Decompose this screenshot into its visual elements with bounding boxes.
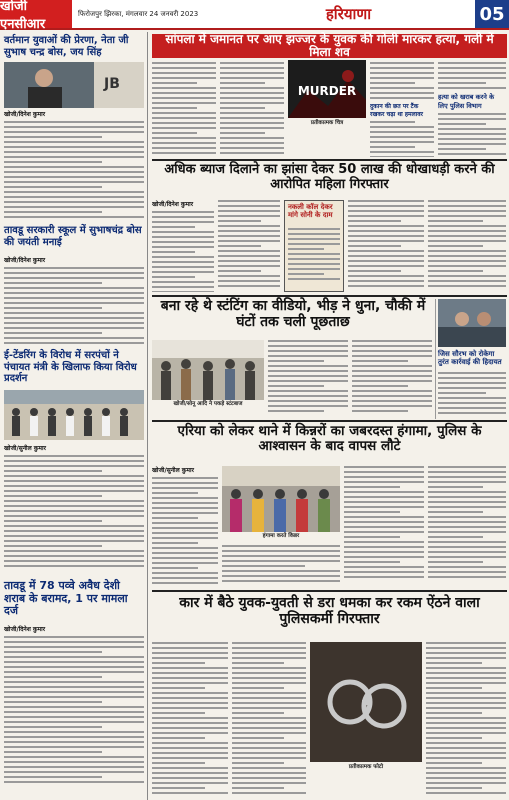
divider xyxy=(152,159,507,161)
story-c-side-body xyxy=(438,372,506,418)
story4-byline: खोजी/दिनेश कुमार xyxy=(4,626,46,633)
story-d-byline: खोजी/सुनील कुमार xyxy=(152,467,194,474)
story-d-col2-bottom xyxy=(222,545,340,587)
divider xyxy=(152,590,507,592)
story3-body xyxy=(4,444,144,574)
story3-headline: ई-टेंडरिंग के विरोध में सरपंचों ने पंचायत मंत्री के खिलाफ किया विरोध प्रदर्शन xyxy=(4,350,137,384)
story2-body xyxy=(4,256,144,346)
story-b-box-body xyxy=(288,228,340,288)
top-story-col5 xyxy=(438,62,506,157)
story4-headline: तावडू में 78 पव्वे अवैध देशी शराब के बरामद, 1 पर मामला दर्ज xyxy=(4,579,128,618)
story-c-headline: बना रहे थे स्टंटिंग का वीडियो, भीड़ ने धुना, चौकी में घंटों तक चली पूछताछ xyxy=(160,298,426,330)
story-e-col2 xyxy=(232,642,306,797)
crowd-photo-icon xyxy=(152,340,264,400)
story-e-col4 xyxy=(426,642,506,797)
newspaper-brand: खोजी एनसीआर xyxy=(0,0,72,28)
story-d-caption: हंगामा करते किन्नर xyxy=(262,533,300,539)
page-number: 05 xyxy=(475,0,509,28)
story-c-caption: खोजी/सोनू आदि ने पकड़े स्टंटबाज xyxy=(173,401,243,407)
top-story-col4 xyxy=(370,62,434,157)
crowd-photo-icon xyxy=(222,466,340,532)
issue-date: फिरोजपुर झिरका, मंगलवार 24 जनवरी 2023 xyxy=(78,9,199,18)
story1-byline: खोजी/दिनेश कुमार xyxy=(4,111,46,118)
story-d-col1 xyxy=(152,466,218,586)
story-c-col2 xyxy=(268,340,348,415)
top-story-subhead2: हत्या को खराब करने के लिए पुलिस विभाग xyxy=(438,93,495,110)
top-story-col1 xyxy=(152,62,216,157)
story-c-col3 xyxy=(352,340,432,415)
story-b-col4 xyxy=(348,200,424,292)
story4-body xyxy=(4,625,144,795)
section-title: हरियाणा xyxy=(325,5,372,23)
handcuffs-photo-icon xyxy=(310,642,422,762)
story3-photo xyxy=(4,390,144,440)
story-b-box-label: नकली कॉल देकर मांगे सोनी के दाम xyxy=(288,203,333,220)
divider xyxy=(152,295,507,297)
story-e-headline: कार में बैठे युवक-युवती से डरा धमका कर रकम ऐंठने वाला पुलिसकर्मी गिरफ्तार xyxy=(179,595,480,627)
story-d-col3 xyxy=(344,466,424,586)
story-c-side-head: जिस सौरभ को रोकेगा तुरंत कार्रवाई की हिदायत xyxy=(438,350,502,367)
story1-body xyxy=(4,110,144,220)
story-b-headline: अधिक ब्याज दिलाने का झांसा देकर 50 लाख की धोखाधड़ी करने की आरोपित महिला गिरफ्तार xyxy=(164,162,495,192)
story-b-col2 xyxy=(218,200,280,292)
murder-image xyxy=(288,60,366,118)
top-story-col2 xyxy=(220,62,284,157)
column-divider xyxy=(435,299,436,419)
story1-photo xyxy=(4,62,144,108)
story-c-photo xyxy=(152,340,264,400)
story-c-side-photo xyxy=(438,299,506,347)
masthead xyxy=(0,0,509,30)
story2-headline: तावडू सरकारी स्कूल में सुभाषचंद्र बोस की जयंती मनाई xyxy=(4,225,142,248)
protest-photo-icon xyxy=(4,390,144,440)
story2-byline: खोजी/दिनेश कुमार xyxy=(4,257,46,264)
story-e-photo xyxy=(310,642,422,762)
top-story-subhead: दुकान की छत पर टैंक रखकर चढ़ा था हमलावर xyxy=(370,103,424,118)
story-d-headline: एरिया को लेकर थाने में किन्नरों का जबरदस्त हंगामा, पुलिस के आश्वासन के बाद वापस लौटे xyxy=(177,423,482,455)
story-b-col1 xyxy=(152,200,214,292)
story-e-col1 xyxy=(152,642,228,797)
story3-byline: खोजी/सुनील कुमार xyxy=(4,445,46,452)
story-d-col4 xyxy=(428,466,506,586)
svg-text:JB: JB xyxy=(104,76,120,92)
story-d-photo xyxy=(222,466,340,532)
divider xyxy=(152,420,507,422)
story-b-col5 xyxy=(428,200,506,292)
top-story-headline: सांपला में जमानत पर आए झज्जर के युवक की गोली मारकर हत्या, गली में मिला शव xyxy=(152,34,507,58)
story-e-caption: प्रतीकात्मक फोटो xyxy=(348,764,384,770)
story1-headline: वर्तमान युवाओं की प्रेरणा, नेता जी सुभाष चन्द्र बोस, जय सिंह xyxy=(4,35,129,58)
story-b-byline: खोजी/दिनेश कुमार xyxy=(152,201,194,208)
police-photo-icon xyxy=(438,299,506,347)
murder-image-caption: प्रतीकात्मक चित्र xyxy=(310,120,344,126)
person-photo-icon xyxy=(4,62,144,108)
murder-image-text: MURDER xyxy=(297,84,357,98)
crime-scene-icon xyxy=(288,60,366,118)
